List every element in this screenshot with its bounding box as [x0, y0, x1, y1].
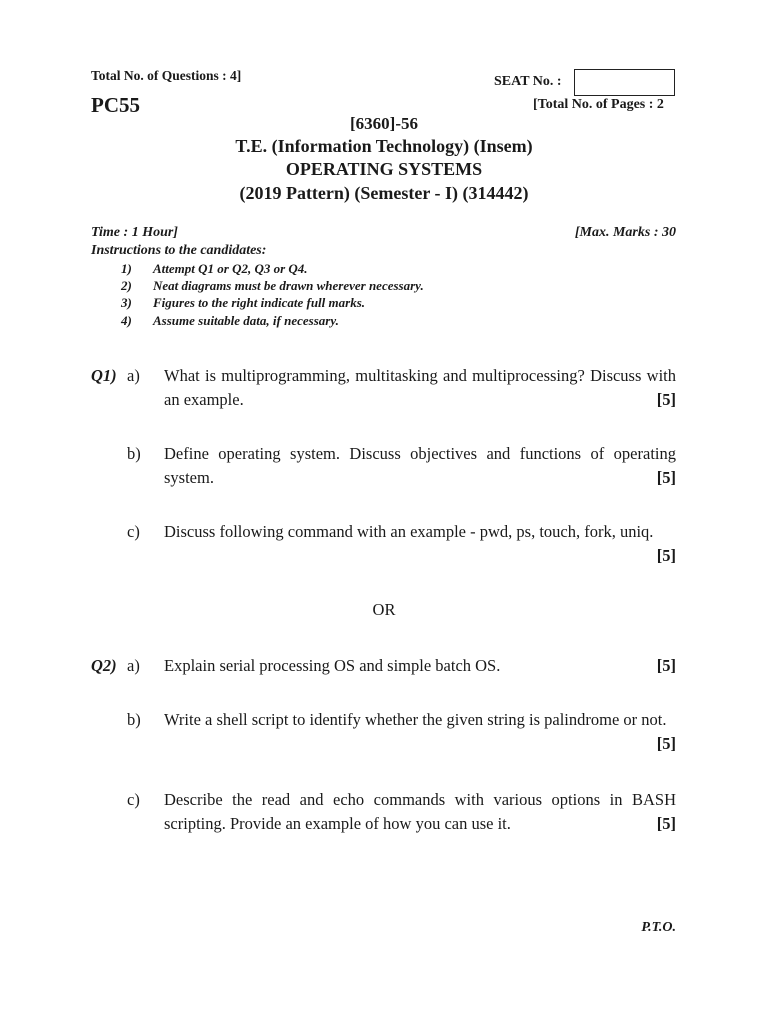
- part-letter: c): [127, 522, 140, 541]
- question-text: Write a shell script to identify whether the given string is palindrome or not.: [164, 710, 667, 729]
- part-letter: b): [127, 444, 141, 463]
- seat-label: SEAT No. :: [494, 74, 562, 89]
- paper-code: PC55: [91, 93, 140, 117]
- marks: [5]: [656, 814, 676, 833]
- time-allowed: Time : 1 Hour]: [91, 225, 178, 240]
- instruction-item: 1) Attempt Q1 or Q2, Q3 or Q4.: [121, 261, 308, 276]
- instructions-title: Instructions to the candidates:: [91, 243, 267, 258]
- max-marks: [Max. Marks : 30: [574, 225, 676, 240]
- marks: [5]: [656, 656, 676, 675]
- question-text: Describe the read and echo commands with various options in BASH scripting. Provide an example of how you can use it.: [164, 790, 676, 833]
- course-title: T.E. (Information Technology) (Insem): [235, 136, 533, 156]
- marks: [5]: [656, 734, 676, 753]
- or-separator: OR: [372, 600, 396, 619]
- question-text: Define operating system. Discuss objectives and functions of operating system.: [164, 444, 676, 487]
- instruction-item: 2) Neat diagrams must be drawn wherever necessary.: [121, 278, 424, 293]
- pattern-title: (2019 Pattern) (Semester - I) (314442): [239, 183, 529, 203]
- question-text: Explain serial processing OS and simple batch OS.: [164, 656, 501, 675]
- seat-number-box: [574, 69, 675, 96]
- question-text: Discuss following command with an example - pwd, ps, touch, fork, uniq.: [164, 522, 654, 541]
- subject-title: OPERATING SYSTEMS: [285, 159, 483, 179]
- part-letter: c): [127, 790, 140, 809]
- part-letter: b): [127, 710, 141, 729]
- exam-code: [6360]-56: [350, 114, 418, 133]
- total-pages: [Total No. of Pages : 2: [533, 97, 664, 112]
- question-text: What is multiprogramming, multitasking and multiprocessing? Discuss with an example.: [164, 366, 676, 409]
- marks: [5]: [656, 390, 676, 409]
- question-label-q1: Q1): [91, 366, 117, 385]
- question-label-q2: Q2): [91, 656, 117, 675]
- instruction-item: 4) Assume suitable data, if necessary.: [121, 313, 339, 328]
- pto-label: P.T.O.: [641, 920, 676, 935]
- total-questions: Total No. of Questions : 4]: [91, 68, 242, 83]
- part-letter: a): [127, 366, 140, 385]
- part-letter: a): [127, 656, 140, 675]
- marks: [5]: [656, 468, 676, 487]
- instruction-item: 3) Figures to the right indicate full marks.: [121, 295, 366, 310]
- marks: [5]: [656, 546, 676, 565]
